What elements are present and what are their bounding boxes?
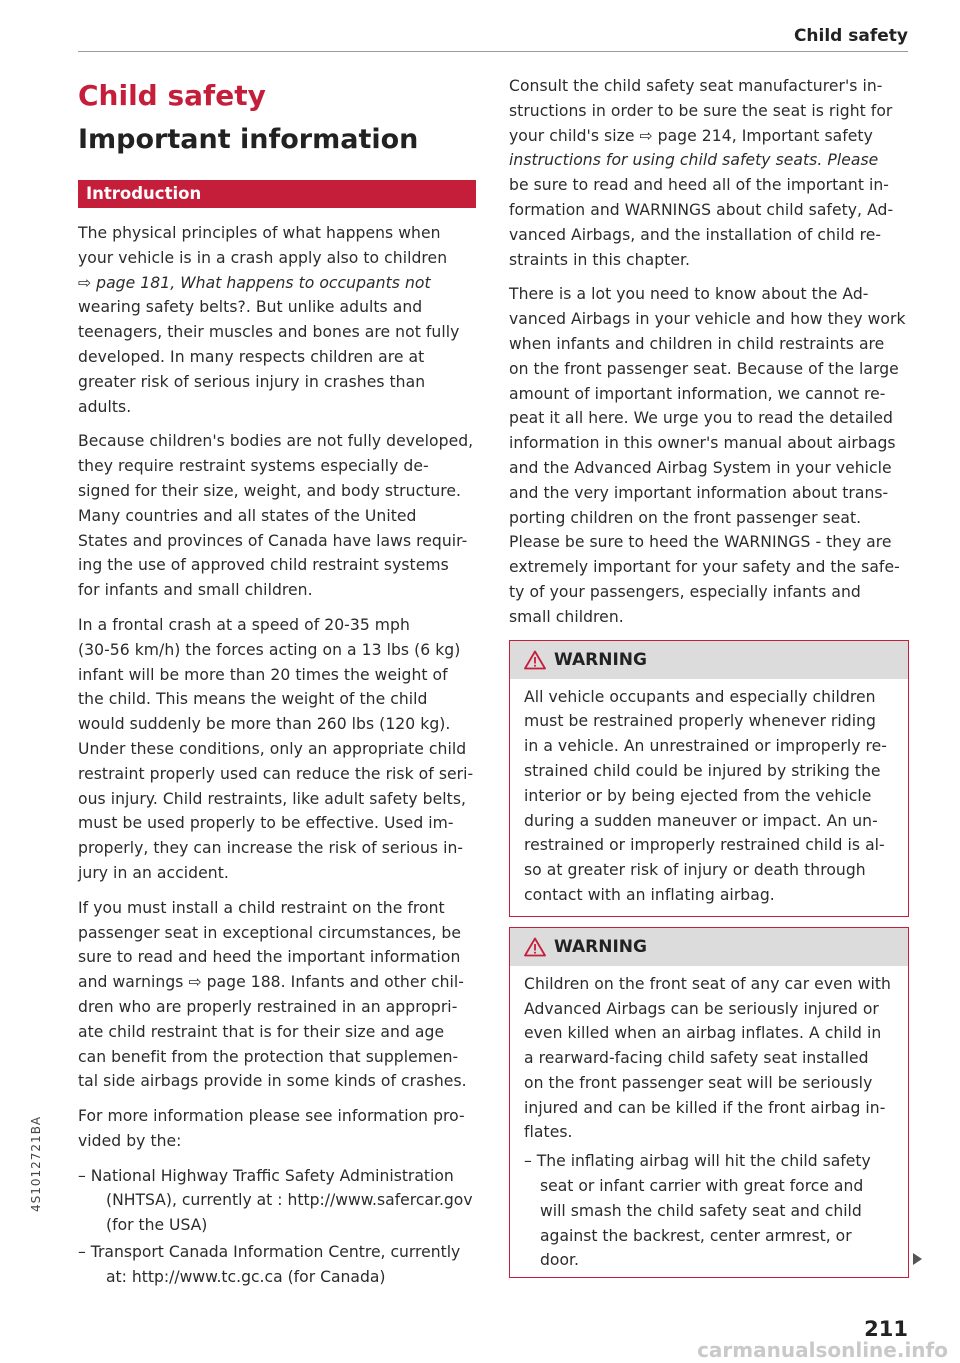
text-line: Under these conditions, only an appropriate child bbox=[78, 739, 467, 758]
text-line: the child. This means the weight of the child bbox=[78, 690, 428, 709]
page-reference-link[interactable]: ⇨ page 181, What happens to occupants not bbox=[78, 273, 431, 292]
text-line: for infants and small children. bbox=[78, 581, 313, 600]
text-line: injured and can be killed if the front airbag in- bbox=[524, 1098, 886, 1117]
list-item bbox=[78, 1164, 476, 1238]
text-line: wearing safety belts?. But unlike adults and bbox=[78, 298, 423, 317]
left-column bbox=[78, 70, 476, 1292]
page-reference-link[interactable]: and warnings ⇨ page 188. Infants and other chil- bbox=[78, 973, 464, 992]
text-line: (for the USA) bbox=[106, 1216, 208, 1235]
text-line: against the backrest, center armrest, or bbox=[540, 1226, 852, 1245]
text-line: your vehicle is in a crash apply also to children bbox=[78, 248, 448, 267]
text-line: formation and WARNINGS about child safety, Ad- bbox=[509, 200, 894, 219]
text-line: signed for their size, weight, and body structure. bbox=[78, 481, 462, 500]
continue-arrow-icon bbox=[913, 1253, 922, 1265]
warning-triangle-icon bbox=[524, 650, 546, 670]
text-line: Many countries and all states of the United bbox=[78, 506, 417, 525]
introduction-heading: Introduction bbox=[78, 180, 476, 208]
text-line: will smash the child safety seat and child bbox=[540, 1201, 862, 1220]
text-line: flates. bbox=[524, 1123, 573, 1142]
text-line: All vehicle occupants and especially children bbox=[524, 687, 876, 706]
text-line: when infants and children in child restraints are bbox=[509, 334, 885, 353]
text-line: peat it all here. We urge you to read the detailed bbox=[509, 409, 893, 428]
page-reference-link[interactable]: instructions for using child safety seats. Please bbox=[509, 151, 879, 170]
text-line: Because children's bodies are not fully developed, bbox=[78, 432, 474, 451]
text-line: There is a lot you need to know about the Ad- bbox=[509, 285, 869, 304]
warning-label: WARNING bbox=[554, 936, 647, 957]
text-line: For more information please see information pro- bbox=[78, 1107, 465, 1126]
text-line: strained child could be injured by striking the bbox=[524, 761, 881, 780]
page-number: 211 bbox=[864, 1317, 908, 1341]
warning-body bbox=[510, 679, 908, 916]
text-line: – The inflating airbag will hit the child safety bbox=[524, 1152, 871, 1171]
text-line: contact with an inflating airbag. bbox=[524, 885, 775, 904]
text-line: door. bbox=[540, 1251, 579, 1270]
text-line: and the Advanced Airbag System in your vehicle bbox=[509, 458, 892, 477]
text-line: extremely important for your safety and the safe- bbox=[509, 558, 900, 577]
text-line: tal side airbags provide in some kinds of crashes. bbox=[78, 1072, 467, 1091]
warning-box-1 bbox=[509, 640, 909, 917]
header-rule bbox=[78, 51, 908, 52]
text-line: Children on the front seat of any car even with bbox=[524, 974, 891, 993]
text-line: – National Highway Traffic Safety Administration bbox=[78, 1166, 454, 1185]
text-line: can benefit from the protection that supplemen- bbox=[78, 1047, 459, 1066]
warning-header bbox=[510, 928, 908, 966]
text-line: restraint properly used can reduce the risk of seri- bbox=[78, 764, 474, 783]
warning-text bbox=[524, 972, 896, 1146]
text-line: developed. In many respects children are at bbox=[78, 347, 425, 366]
warning-text bbox=[524, 685, 896, 908]
text-line: and the very important information about trans- bbox=[509, 483, 889, 502]
text-line: vanced Airbags in your vehicle and how they work bbox=[509, 310, 906, 329]
text-line: in a vehicle. An unrestrained or improperly re- bbox=[524, 737, 887, 756]
text-line: The physical principles of what happens when bbox=[78, 224, 441, 242]
text-line: must be restrained properly whenever riding bbox=[524, 712, 876, 731]
running-header-title: Child safety bbox=[793, 26, 908, 46]
text-line[interactable]: (NHTSA), currently at : http://www.safercar.gov bbox=[106, 1191, 473, 1210]
text-line: ing the use of approved child restraint systems bbox=[78, 556, 449, 575]
text-line: sure to read and heed the important information bbox=[78, 948, 461, 967]
text-line: seat or infant carrier with great force and bbox=[540, 1177, 864, 1196]
text-line: ous injury. Child restraints, like adult safety belts, bbox=[78, 789, 467, 808]
text-line: they require restraint systems especially de- bbox=[78, 457, 429, 476]
text-line: porting children on the front passenger seat. bbox=[509, 508, 862, 527]
warning-triangle-icon bbox=[524, 937, 546, 957]
text-line: teenagers, their muscles and bones are not fully bbox=[78, 323, 460, 342]
text-line: In a frontal crash at a speed of 20-35 mph bbox=[78, 615, 410, 634]
intro-paragraph-3 bbox=[78, 613, 476, 886]
right-paragraph-2 bbox=[509, 282, 909, 629]
text-line: information in this owner's manual about airbags bbox=[509, 434, 896, 453]
warning-list-item bbox=[524, 1149, 896, 1273]
text-line: ate child restraint that is for their size and age bbox=[78, 1022, 445, 1041]
text-line: must be used properly to be effective. Used im- bbox=[78, 814, 454, 833]
text-line: restrained or improperly restrained child is al- bbox=[524, 836, 885, 855]
text-line: (30-56 km/h) the forces acting on a 13 lbs (6 kg) bbox=[78, 640, 461, 659]
text-line: on the front passenger seat will be seriously bbox=[524, 1073, 873, 1092]
text-line: passenger seat in exceptional circumstances, be bbox=[78, 923, 461, 942]
watermark: carmanualsonline.info bbox=[697, 1338, 948, 1362]
text-line: straints in this chapter. bbox=[509, 250, 691, 269]
intro-paragraph-4 bbox=[78, 896, 476, 1094]
warning-label: WARNING bbox=[554, 649, 647, 670]
text-line: Consult the child safety seat manufacturer's in- bbox=[509, 77, 883, 95]
right-column bbox=[509, 74, 909, 1288]
text-line: so at greater risk of injury or death through bbox=[524, 861, 866, 880]
text-line: infant will be more than 20 times the weight of bbox=[78, 665, 448, 684]
text-line: structions in order to be sure the seat is right for bbox=[509, 101, 893, 120]
text-line: adults. bbox=[78, 397, 132, 416]
warning-box-2 bbox=[509, 927, 909, 1279]
text-line: Please be sure to heed the WARNINGS - they are bbox=[509, 533, 892, 552]
chapter-title: Child safety bbox=[78, 79, 266, 112]
text-line: on the front passenger seat. Because of the large bbox=[509, 359, 899, 378]
text-line: ty of your passengers, especially infants and bbox=[509, 582, 861, 601]
text-line: a rearward-facing child safety seat installed bbox=[524, 1049, 869, 1068]
document-code: 4S1012721BA bbox=[29, 1115, 43, 1212]
section-title: Important information bbox=[78, 124, 419, 155]
text-line: small children. bbox=[509, 607, 624, 626]
text-line: would suddenly be more than 260 lbs (120 kg). bbox=[78, 715, 451, 734]
text-line: jury in an accident. bbox=[78, 863, 229, 882]
text-line: properly, they can increase the risk of serious in- bbox=[78, 839, 464, 858]
text-line: – Transport Canada Information Centre, currently bbox=[78, 1243, 461, 1262]
text-line: during a sudden maneuver or impact. An un- bbox=[524, 811, 878, 830]
text-line: Advanced Airbags can be seriously injured or bbox=[524, 999, 879, 1018]
text-line: interior or by being ejected from the vehicle bbox=[524, 786, 872, 805]
text-line: If you must install a child restraint on the front bbox=[78, 898, 445, 917]
text-line: amount of important information, we cannot re- bbox=[509, 384, 886, 403]
text-line: be sure to read and heed all of the important in- bbox=[509, 176, 889, 195]
text-line: States and provinces of Canada have laws requir- bbox=[78, 531, 468, 550]
text-line: even killed when an airbag inflates. A child in bbox=[524, 1024, 882, 1043]
text-line: dren who are properly restrained in an appropri- bbox=[78, 997, 458, 1016]
warning-body bbox=[510, 966, 908, 1278]
text-line: vanced Airbags, and the installation of child re- bbox=[509, 225, 882, 244]
list-item bbox=[78, 1240, 476, 1290]
intro-paragraph-2 bbox=[78, 429, 476, 603]
text-line: vided by the: bbox=[78, 1131, 182, 1150]
warning-header bbox=[510, 641, 908, 679]
right-paragraph-1 bbox=[509, 74, 909, 272]
intro-paragraph-1 bbox=[78, 221, 476, 419]
page-reference-link[interactable]: your child's size ⇨ page 214, Important safety bbox=[509, 126, 873, 145]
text-line: greater risk of serious injury in crashes than bbox=[78, 372, 426, 391]
intro-paragraph-5 bbox=[78, 1104, 476, 1154]
text-line[interactable]: at: http://www.tc.gc.ca (for Canada) bbox=[106, 1267, 386, 1286]
